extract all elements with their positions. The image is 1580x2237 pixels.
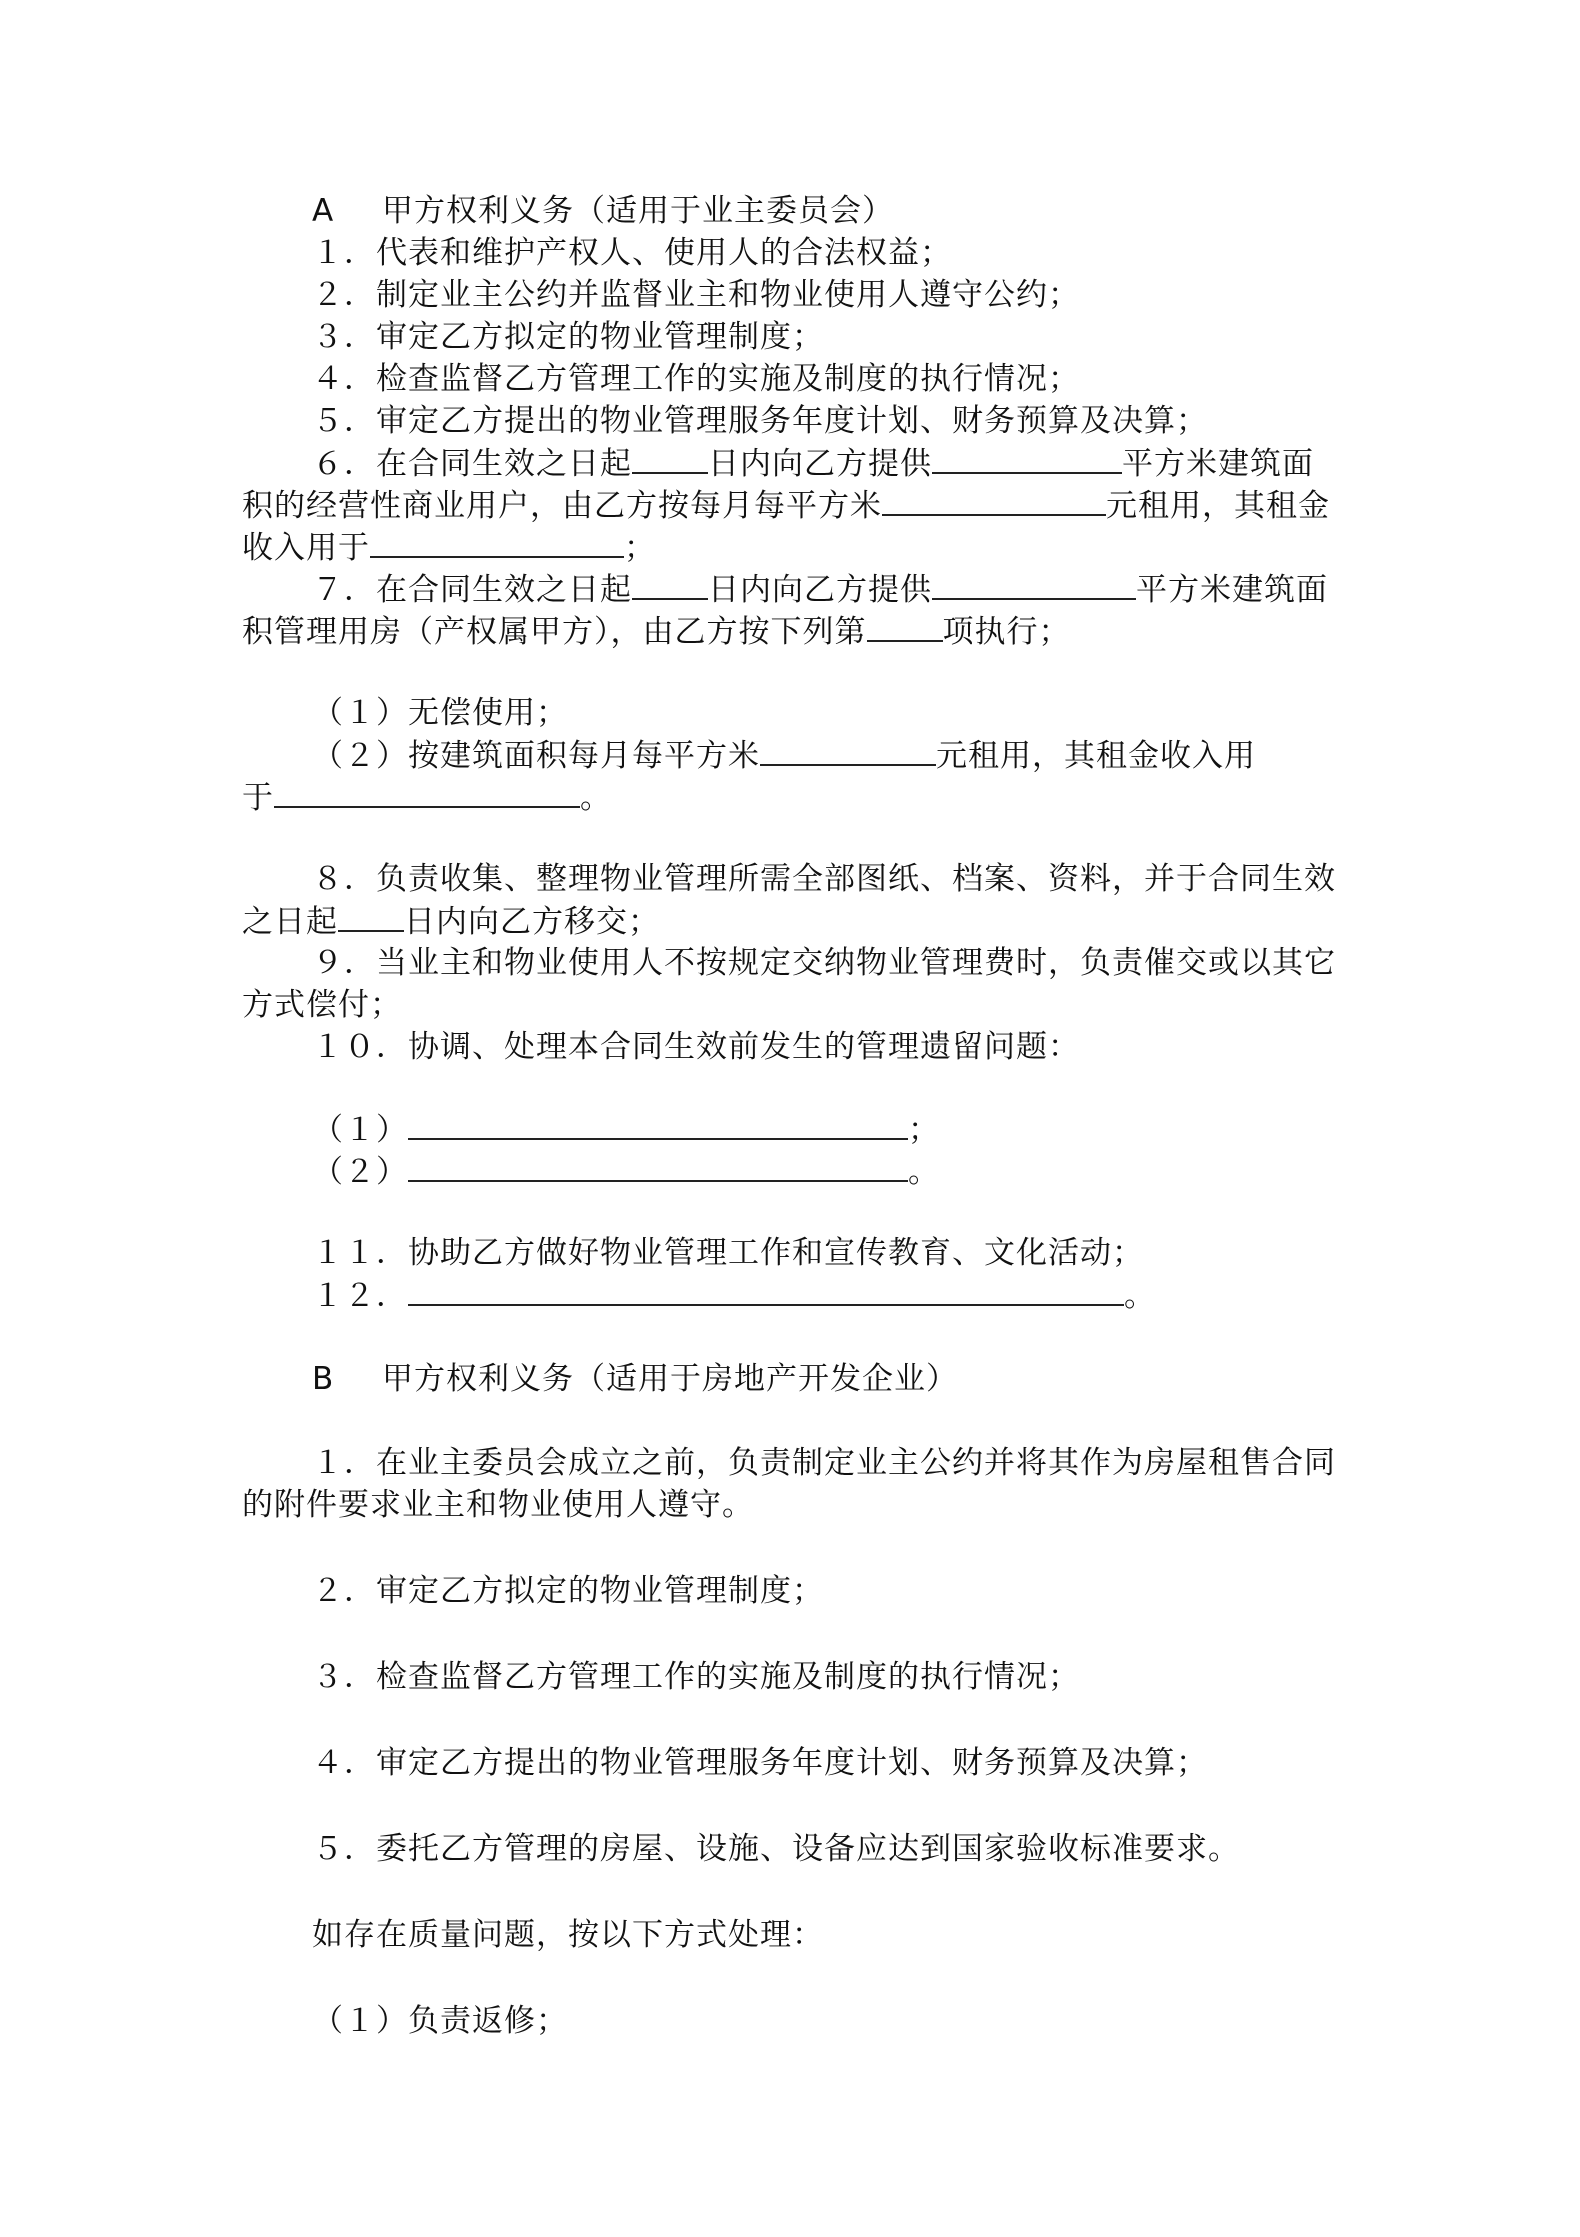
a-item-12-label: １２．	[312, 1278, 408, 1314]
a-item-8-text-c: 日内向乙方移交；	[404, 904, 660, 940]
b-item-1-line-2: 的附件要求业主和物业使用人遵守。	[242, 1487, 754, 1523]
blank-field[interactable]	[408, 1108, 908, 1140]
b-quality-note: 如存在质量问题，按以下方式处理：	[312, 1917, 824, 1953]
a-item-2: ２．制定业主公约并监督业主和物业使用人遵守公约；	[312, 277, 1080, 313]
blank-field[interactable]	[760, 734, 936, 766]
blank-field[interactable]	[882, 484, 1106, 516]
a-item-6-text-a: ６．在合同生效之日起	[312, 446, 632, 482]
blank-field[interactable]	[408, 1274, 1124, 1306]
section-a-title: 甲方权利义务（适用于业主委员会）	[382, 193, 894, 229]
a-item-10-sub-2-label: （２）	[312, 1154, 408, 1190]
section-b-letter: B	[312, 1361, 335, 1397]
a-item-8-text-b: 之日起	[242, 904, 338, 940]
a-item-4: ４．检查监督乙方管理工作的实施及制度的执行情况；	[312, 361, 1080, 397]
a-item-9-line-2: 方式偿付；	[242, 987, 402, 1023]
a-item-7-line-1	[242, 568, 1352, 610]
blank-field[interactable]	[632, 568, 708, 600]
a-item-11: １１．协助乙方做好物业管理工作和宣传教育、文化活动；	[312, 1235, 1144, 1271]
a-item-7-sub-2-line-1	[242, 734, 1352, 776]
document-page	[242, 190, 1352, 2042]
a-item-12-end: 。	[1124, 1278, 1156, 1314]
blank-field[interactable]	[370, 526, 624, 558]
section-a-letter: A	[312, 193, 335, 229]
blank-field[interactable]	[408, 1150, 908, 1182]
b-item-3: ３．检查监督乙方管理工作的实施及制度的执行情况；	[312, 1659, 1080, 1695]
a-item-7-text-d: 积管理用房（产权属甲方），由乙方按下列第	[242, 614, 867, 650]
a-item-7-sub-2-text-b: 元租用，其租金收入用	[936, 738, 1256, 774]
a-item-6-text-f: 收入用于	[242, 530, 370, 566]
a-item-7-sub-1: （１）无偿使用；	[312, 695, 568, 731]
a-item-7-line-2	[242, 610, 1352, 652]
a-item-6-text-g: ；	[624, 530, 656, 566]
a-item-6-line-1	[242, 442, 1352, 484]
a-item-10-sub-1-label: （１）	[312, 1112, 408, 1148]
a-item-7-sub-2-line-2	[242, 776, 1352, 818]
blank-field[interactable]	[932, 568, 1136, 600]
a-item-1: １．代表和维护产权人、使用人的合法权益；	[312, 235, 952, 271]
section-a-heading	[242, 190, 1352, 232]
a-item-10-sub-2-end: 。	[908, 1154, 940, 1190]
section-b-heading	[242, 1358, 1352, 1400]
a-item-6-line-3	[242, 526, 1352, 568]
a-item-6-text-d: 积的经营性商业用户，由乙方按每月每平方米	[242, 488, 882, 524]
blank-field[interactable]	[338, 900, 404, 932]
b-quality-option-1: （１）负责返修；	[312, 2003, 568, 2039]
a-item-10: １０．协调、处理本合同生效前发生的管理遗留问题：	[312, 1029, 1080, 1065]
a-item-7-text-b: 日内向乙方提供	[708, 572, 932, 608]
a-item-7-sub-2-text-d: 。	[580, 780, 612, 816]
b-item-5: ５．委托乙方管理的房屋、设施、设备应达到国家验收标准要求。	[312, 1831, 1240, 1867]
b-item-2: ２．审定乙方拟定的物业管理制度；	[312, 1573, 824, 1609]
section-b-title: 甲方权利义务（适用于房地产开发企业）	[382, 1361, 958, 1397]
a-item-6-text-c: 平方米建筑面	[1122, 446, 1314, 482]
a-item-7-sub-2-text-a: （２）按建筑面积每月每平方米	[312, 738, 760, 774]
blank-field[interactable]	[274, 776, 580, 808]
a-item-10-sub-2	[242, 1150, 1352, 1192]
blank-field[interactable]	[932, 442, 1122, 474]
b-item-4: ４．审定乙方提出的物业管理服务年度计划、财务预算及决算；	[312, 1745, 1208, 1781]
a-item-6-line-2	[242, 484, 1352, 526]
a-item-7-text-a: ７．在合同生效之日起	[312, 572, 632, 608]
a-item-6-text-b: 日内向乙方提供	[708, 446, 932, 482]
a-item-7-sub-2-text-c: 于	[242, 780, 274, 816]
blank-field[interactable]	[867, 610, 943, 642]
a-item-10-sub-1-end: ；	[908, 1112, 940, 1148]
a-item-8-line-1: ８．负责收集、整理物业管理所需全部图纸、档案、资料，并于合同生效	[312, 861, 1336, 897]
a-item-9-line-1: ９．当业主和物业使用人不按规定交纳物业管理费时，负责催交或以其它	[312, 945, 1336, 981]
a-item-6-text-e: 元租用，其租金	[1106, 488, 1330, 524]
b-item-1-line-1: １．在业主委员会成立之前，负责制定业主公约并将其作为房屋租售合同	[312, 1445, 1336, 1481]
a-item-7-text-c: 平方米建筑面	[1136, 572, 1328, 608]
a-item-10-sub-1	[242, 1108, 1352, 1150]
blank-field[interactable]	[632, 442, 708, 474]
a-item-3: ３．审定乙方拟定的物业管理制度；	[312, 319, 824, 355]
a-item-5: ５．审定乙方提出的物业管理服务年度计划、财务预算及决算；	[312, 403, 1208, 439]
a-item-7-text-e: 项执行；	[942, 614, 1071, 650]
a-item-12	[242, 1274, 1352, 1316]
a-item-8-line-2	[242, 900, 1352, 942]
